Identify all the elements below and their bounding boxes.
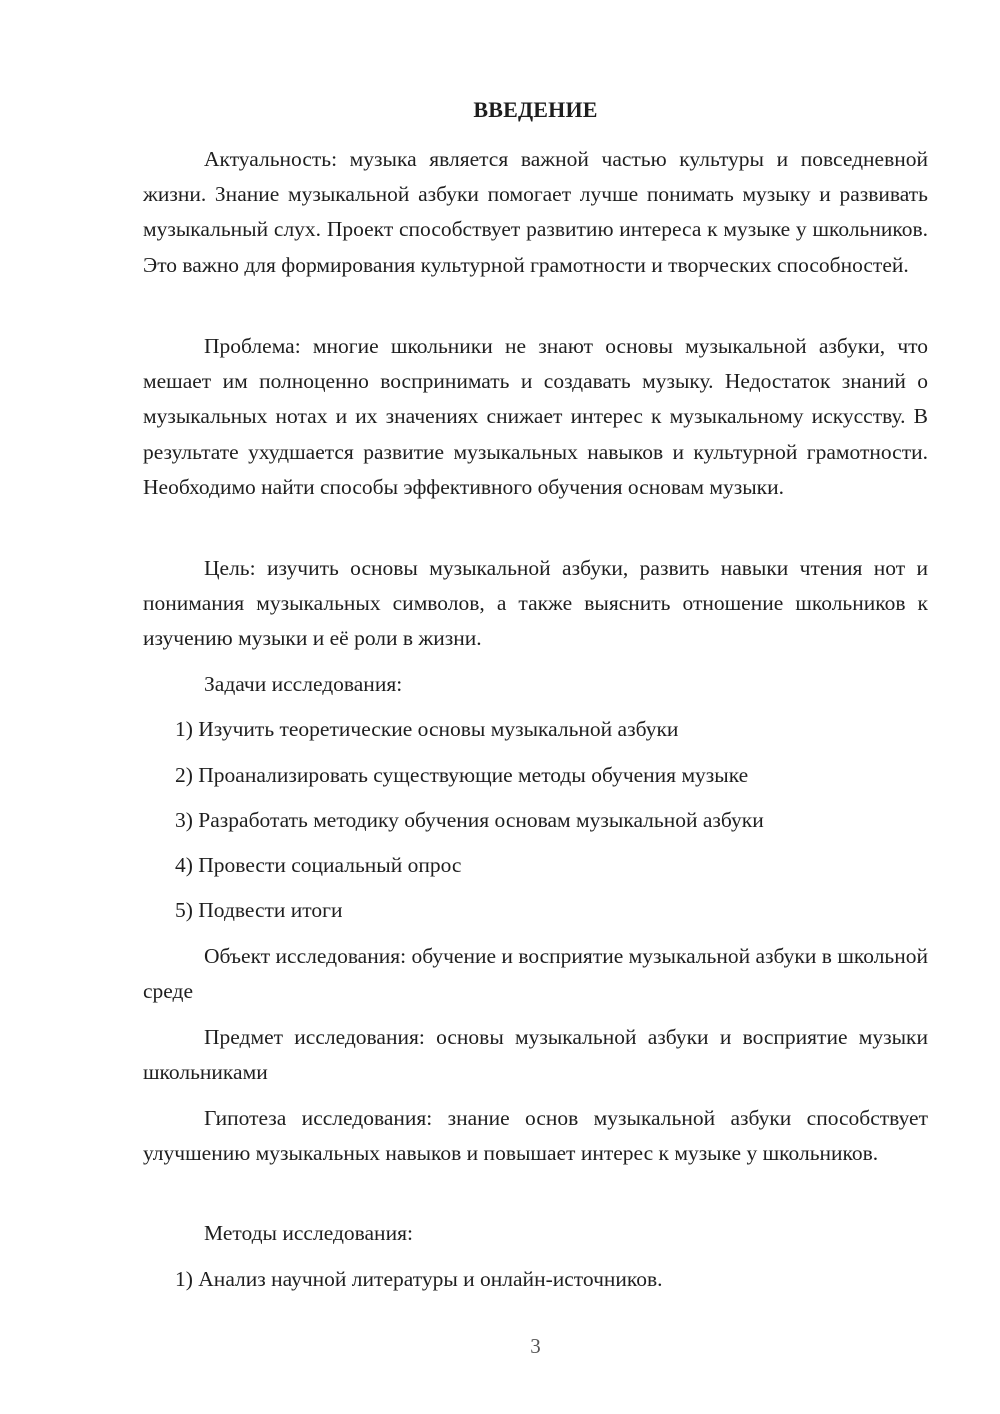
hypothesis-paragraph: Гипотеза исследования: знание основ музыкальной азбуки способствует улучшению музыкальных навыков и повышает интерес к музыке у школьников. (143, 1106, 928, 1166)
task-item-5: 5) Подвести итоги (175, 898, 343, 922)
task-item-1: 1) Изучить теоретические основы музыкальной азбуки (175, 717, 679, 741)
task-item-4: 4) Провести социальный опрос (175, 853, 462, 877)
methods-heading: Методы исследования: (204, 1221, 413, 1245)
page-number: 3 (530, 1334, 541, 1358)
document-page (143, 0, 928, 1414)
goal-paragraph: Цель: изучить основы музыкальной азбуки, развить навыки чтения нот и понимания музыкальных символов, а также выяснить отношение школьников к изучению музыки и её роли в жизни. (143, 556, 928, 651)
object-paragraph: Объект исследования: обучение и восприятие музыкальной азбуки в школьной среде (143, 944, 928, 1004)
relevance-paragraph: Актуальность: музыка является важной частью культуры и повседневной жизни. Знание музыкальной азбуки помогает лучше понимать музыку и развивать музыкальный слух. Проект способствует развитию интереса к музыке у школьников. Это важно для формирования культурной грамотности и творческих способностей. (143, 147, 928, 277)
tasks-heading: Задачи исследования: (204, 672, 403, 696)
subject-paragraph: Предмет исследования: основы музыкальной азбуки и восприятие музыки школьниками (143, 1025, 928, 1085)
task-item-2: 2) Проанализировать существующие методы обучения музыке (175, 763, 749, 787)
task-item-3: 3) Разработать методику обучения основам музыкальной азбуки (175, 808, 764, 832)
problem-paragraph: Проблема: многие школьники не знают основы музыкальной азбуки, что мешает им полноценно воспринимать и создавать музыку. Недостаток знаний о музыкальных нотах и их значениях снижает интерес к музыкальному искусству. В результате ухудшается развитие музыкальных навыков и культурной грамотности. Необходимо найти способы эффективного обучения основам музыки. (143, 334, 928, 499)
page-title: ВВЕДЕНИЕ (473, 97, 598, 122)
method-item-1: 1) Анализ научной литературы и онлайн-источников. (175, 1267, 663, 1291)
